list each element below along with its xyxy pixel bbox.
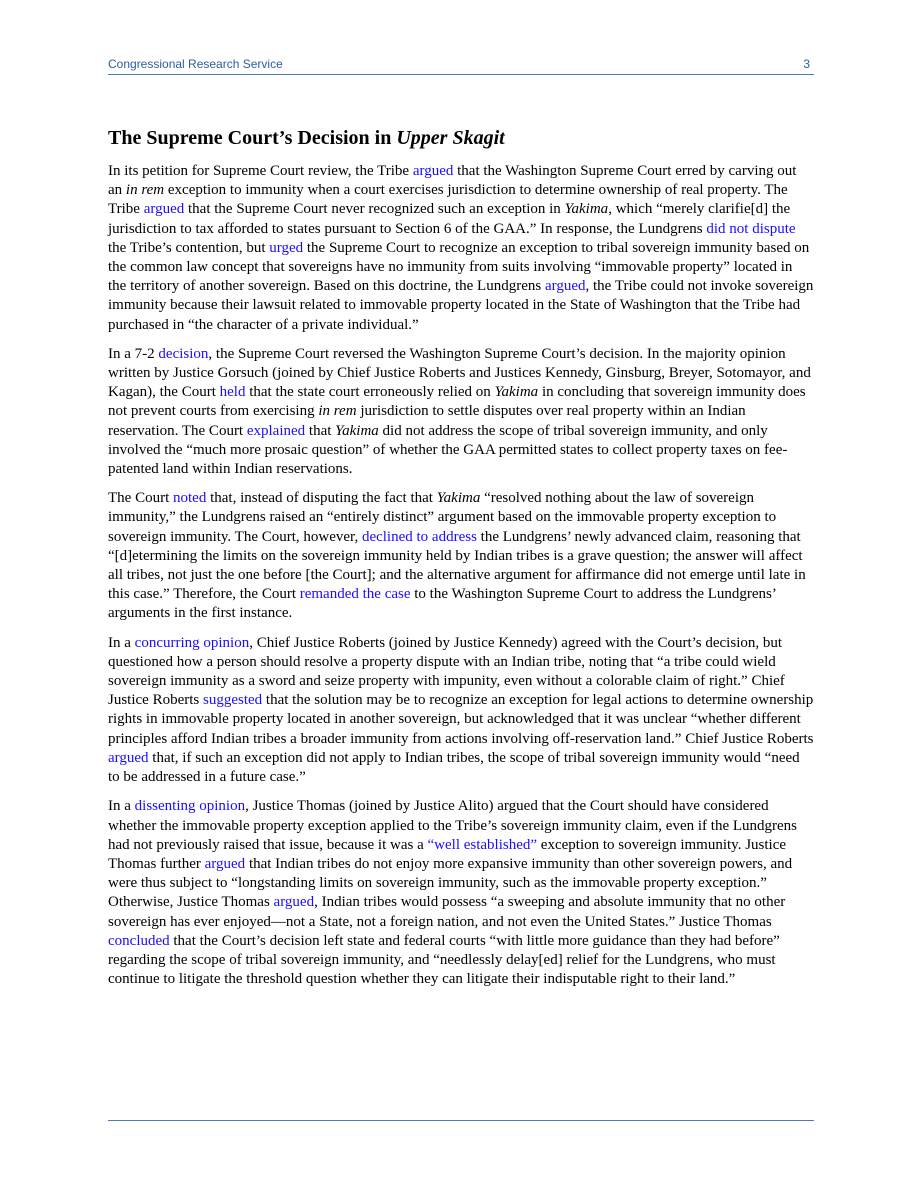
italic-term: in rem bbox=[318, 403, 357, 420]
italic-term: Yakima bbox=[335, 422, 379, 439]
source-link[interactable]: remanded the case bbox=[299, 586, 411, 603]
paragraph-text: to the Washington Supreme Court to address the Lundgrens’ arguments in the first instance. bbox=[108, 586, 776, 622]
paragraph-text: that the state court erroneously relied on bbox=[245, 384, 495, 401]
source-link[interactable]: concurring opinion bbox=[134, 634, 250, 651]
paragraph-text: that the Court’s decision left state and federal courts “with little more guidance than they had before” regarding the scope of tribal sovereign immunity, and “needlessly delay[ed] relief for the Lundgrens, who must continue to litigate the threshold question whether they can litigate their indisputable right to their land.” bbox=[108, 932, 780, 988]
paragraph-text: that bbox=[305, 422, 336, 439]
paragraph-container bbox=[108, 162, 814, 989]
source-link[interactable]: declined to address bbox=[361, 528, 477, 545]
body-paragraph bbox=[108, 162, 814, 335]
header-org-name: Congressional Research Service bbox=[108, 57, 283, 71]
paragraph-text: “resolved nothing about the law of sovereign immunity,” the Lundgrens raised an “entirely distinct” argument based on the immovable property exception to sovereign immunity. The Court, however, bbox=[108, 490, 777, 545]
source-link[interactable]: decision bbox=[158, 345, 209, 362]
source-link[interactable]: urged bbox=[269, 239, 304, 256]
paragraph-text: that, if such an exception did not apply to Indian tribes, the scope of tribal sovereign immunity would “need to be addressed in a future case.” bbox=[108, 749, 800, 786]
source-link[interactable]: noted bbox=[173, 490, 207, 507]
body-paragraph bbox=[108, 345, 814, 479]
section-heading-case-name: Upper Skagit bbox=[396, 127, 505, 149]
footer-rule bbox=[108, 1120, 814, 1121]
paragraph-text: did not address the scope of tribal sovereign immunity, and only involved the “much more prosaic question” of whether the GAA permitted states to collect property taxes on fee-patented land within Indian reservations. bbox=[108, 422, 788, 478]
source-link[interactable]: argued bbox=[412, 163, 454, 179]
paragraph-text: In a 7-2 bbox=[108, 345, 159, 362]
source-link[interactable]: argued bbox=[204, 855, 246, 872]
body-paragraph bbox=[108, 797, 814, 989]
paragraph-text: in concluding that sovereign immunity does not prevent courts from exercising bbox=[108, 384, 806, 420]
body-paragraph bbox=[108, 489, 814, 623]
source-link[interactable]: concluded bbox=[108, 932, 170, 949]
source-link[interactable]: held bbox=[219, 384, 246, 401]
paragraph-text: that the Supreme Court never recognized such an exception in bbox=[184, 201, 565, 218]
source-link[interactable]: explained bbox=[246, 422, 306, 439]
paragraph-text: that Indian tribes do not enjoy more expansive immunity than other sovereign powers, and were thus subject to “longstanding limits on sovereign immunity, such as the immovable property exception.” Otherwise, Justice Thomas bbox=[108, 855, 793, 911]
body-paragraph bbox=[108, 634, 814, 788]
section-heading bbox=[108, 125, 814, 151]
paragraph-text: , Indian tribes would possess “a sweeping and absolute immunity that no other sovereign has ever enjoyed—not a State, not a foreign nation, and not even the United States.” Justice Thomas bbox=[108, 894, 786, 930]
source-link[interactable]: argued bbox=[108, 749, 149, 766]
paragraph-text: that the Washington Supreme Court erred by carving out an bbox=[108, 163, 797, 199]
paragraph-text: In a bbox=[108, 634, 135, 651]
paragraph-text: jurisdiction to settle disputes over real property within an Indian reservation. The Court bbox=[108, 403, 746, 439]
italic-term: Yakima bbox=[494, 384, 539, 401]
paragraph-text: In its petition for Supreme Court review, the Tribe bbox=[108, 163, 413, 179]
paragraph-text: that the solution may be to recognize an exception for legal actions to determine ownership rights in immovable property located in another sovereign, but acknowledged that it was unclear “whether different principles afford Indian tribes a broader immunity from actions involving off-reservation land.” Chief Justice Roberts bbox=[108, 692, 814, 747]
header-page-number: 3 bbox=[803, 57, 810, 71]
italic-term: Yakima bbox=[436, 490, 481, 507]
source-link[interactable]: did not dispute bbox=[706, 220, 796, 237]
source-link[interactable]: argued bbox=[544, 278, 586, 295]
source-link[interactable]: “well established” bbox=[427, 836, 538, 853]
paragraph-text: exception to immunity when a court exercises jurisdiction to determine ownership of real property. The Tribe bbox=[108, 182, 788, 218]
paragraph-text: the Lundgrens’ newly advanced claim, reasoning that “[d]etermining the limits on the sovereign immunity held by Indian tribes is a grave question; the answer will affect all tribes, not just the one before [the Court]; and the alternative argument for affirmance did not emerge until late in this case.” Therefore, the Court bbox=[108, 528, 806, 603]
paragraph-text: that, instead of disputing the fact that bbox=[206, 490, 437, 507]
page-header bbox=[108, 57, 814, 75]
source-link[interactable]: dissenting opinion bbox=[134, 798, 246, 815]
source-link[interactable]: argued bbox=[273, 894, 315, 911]
paragraph-text: , Justice Thomas (joined by Justice Alito) argued that the Court should have considered whether the immovable property exception applied to the Tribe’s sovereign immunity claim, even if the Lundgrens had not previously raised that issue, because it was a bbox=[108, 798, 798, 853]
paragraph-text: The Court bbox=[108, 490, 173, 507]
source-link[interactable]: argued bbox=[143, 201, 185, 218]
paragraph-text: , which “merely clarifie[d] the jurisdiction to tax afforded to states pursuant to Section 6 of the GAA.” In response, the Lundgrens bbox=[108, 201, 791, 237]
paragraph-text: the Tribe’s contention, but bbox=[108, 239, 270, 256]
paragraph-text: the Supreme Court to recognize an exception to tribal sovereign immunity based on the common law concept that sovereigns have no immunity from suits involving “immovable property” located in the territory of another sovereign. Based on this doctrine, the Lundgrens bbox=[108, 239, 810, 295]
section-heading-text: The Supreme Court’s Decision in bbox=[108, 127, 397, 149]
italic-term: in rem bbox=[125, 182, 165, 199]
paragraph-text: , Chief Justice Roberts (joined by Justice Kennedy) agreed with the Court’s decision, but questioned how a person should resolve a property dispute with an Indian tribe, noting that “a tribe could wield sovereign immunity as a sword and seize property with impunity, even without a colorable claim of right.” Chief Justice Roberts bbox=[108, 634, 785, 709]
document-body bbox=[108, 125, 814, 999]
italic-term: Yakima bbox=[564, 201, 609, 218]
paragraph-text: exception to sovereign immunity. Justice Thomas further bbox=[108, 836, 787, 872]
paragraph-text: , the Supreme Court reversed the Washington Supreme Court’s decision. In the majority opinion written by Justice Gorsuch (joined by Chief Justice Roberts and Justices Kennedy, Ginsburg, Breyer, Sotomayor, and Kagan), the Court bbox=[108, 345, 811, 401]
paragraph-text: In a bbox=[108, 798, 135, 815]
paragraph-text: , the Tribe could not invoke sovereign immunity because their lawsuit related to immovable property located in the State of Washington that the Tribe had purchased in “the character of a private individual.” bbox=[108, 278, 814, 333]
source-link[interactable]: suggested bbox=[203, 692, 263, 709]
